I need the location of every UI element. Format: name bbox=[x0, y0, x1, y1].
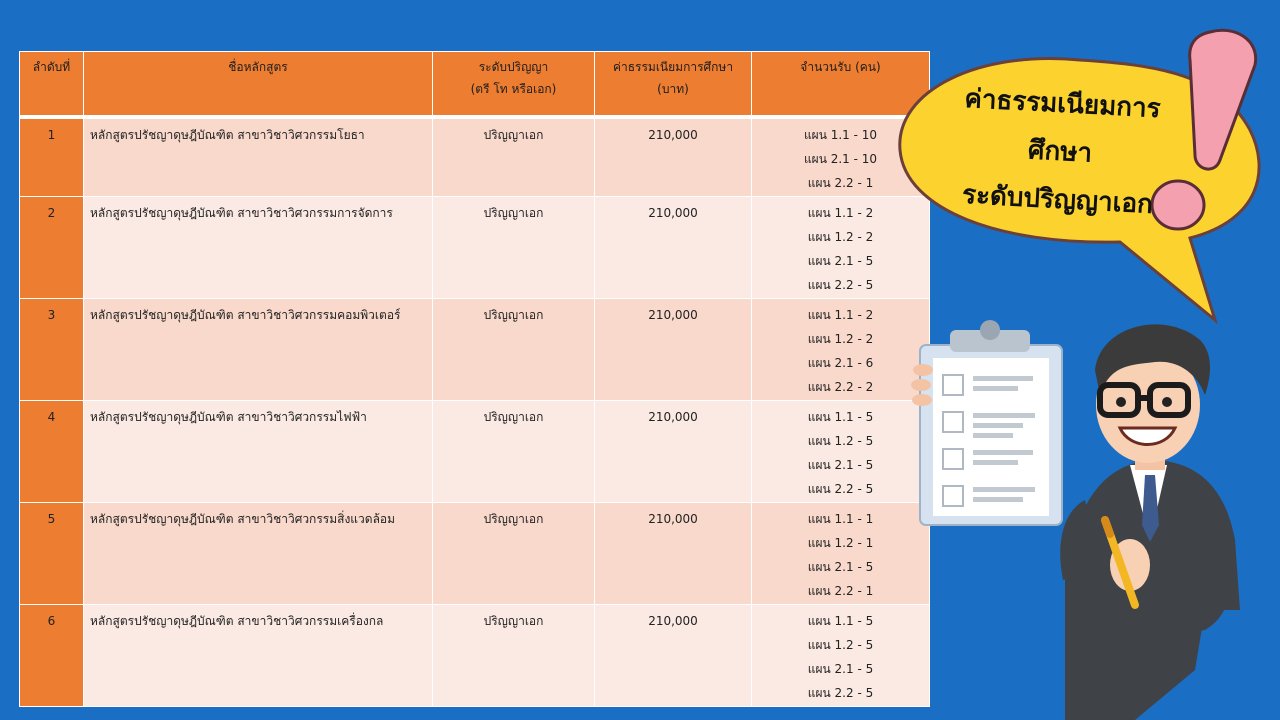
row-number: 3 bbox=[20, 299, 84, 401]
intake-plan-line: แผน 2.1 - 5 bbox=[807, 662, 874, 676]
header-degree-line2: (ตรี โท หรือเอก) bbox=[470, 82, 557, 96]
intake-plan-line: แผน 1.1 - 1 bbox=[807, 512, 874, 526]
intake-plan-line: แผน 1.2 - 2 bbox=[807, 230, 874, 244]
intake-plan-line: แผน 1.2 - 1 bbox=[807, 536, 874, 550]
header-fee bbox=[595, 52, 752, 118]
row-number: 2 bbox=[20, 197, 84, 299]
intake-plan-line: แผน 2.1 - 10 bbox=[803, 152, 878, 166]
degree-level: ปริญญาเอก bbox=[433, 503, 595, 605]
row-number: 6 bbox=[20, 605, 84, 707]
intake-plan-line: แผน 2.2 - 2 bbox=[807, 380, 874, 394]
teacher-illustration bbox=[905, 310, 1250, 720]
degree-level: ปริญญาเอก bbox=[433, 605, 595, 707]
table-row bbox=[20, 299, 930, 401]
tuition-table-container bbox=[19, 51, 929, 707]
intake-plan-line: แผน 1.2 - 5 bbox=[807, 434, 874, 448]
tuition-fee: 210,000 bbox=[595, 503, 752, 605]
table-header-row bbox=[20, 52, 930, 118]
intake-plan-line: แผน 2.1 - 5 bbox=[807, 254, 874, 268]
table-row bbox=[20, 197, 930, 299]
header-fee-line2: (บาท) bbox=[657, 82, 689, 96]
intake-plan-line: แผน 1.2 - 2 bbox=[807, 332, 874, 346]
intake-plans bbox=[752, 401, 930, 503]
intake-plan-line: แผน 2.2 - 5 bbox=[807, 686, 874, 700]
header-program: ชื่อหลักสูตร bbox=[84, 52, 433, 118]
program-name: หลักสูตรปรัชญาดุษฎีบัณฑิต สาขาวิชาวิศวกรรมเครื่องกล bbox=[84, 605, 433, 707]
degree-level: ปริญญาเอก bbox=[433, 401, 595, 503]
face bbox=[1095, 324, 1210, 470]
table-row bbox=[20, 605, 930, 707]
clipboard-icon bbox=[911, 320, 1062, 525]
degree-level: ปริญญาเอก bbox=[433, 197, 595, 299]
header-order: ลำดับที่ bbox=[20, 52, 84, 118]
intake-plan-line: แผน 2.2 - 1 bbox=[807, 584, 874, 598]
intake-plans bbox=[752, 503, 930, 605]
intake-plan-line: แผน 1.1 - 5 bbox=[807, 410, 874, 424]
intake-plan-line: แผน 1.1 - 2 bbox=[807, 206, 874, 220]
header-degree-line1: ระดับปริญญา bbox=[478, 60, 549, 74]
program-name: หลักสูตรปรัชญาดุษฎีบัณฑิต สาขาวิชาวิศวกรรมการจัดการ bbox=[84, 197, 433, 299]
row-number: 5 bbox=[20, 503, 84, 605]
intake-plan-line: แผน 1.1 - 5 bbox=[807, 614, 874, 628]
degree-level: ปริญญาเอก bbox=[433, 299, 595, 401]
program-name: หลักสูตรปรัชญาดุษฎีบัณฑิต สาขาวิชาวิศวกรรมโยธา bbox=[84, 117, 433, 197]
program-name: หลักสูตรปรัชญาดุษฎีบัณฑิต สาขาวิชาวิศวกรรมสิ่งแวดล้อม bbox=[84, 503, 433, 605]
program-name: หลักสูตรปรัชญาดุษฎีบัณฑิต สาขาวิชาวิศวกรรมคอมพิวเตอร์ bbox=[84, 299, 433, 401]
tuition-fee: 210,000 bbox=[595, 605, 752, 707]
intake-plan-line: แผน 1.2 - 5 bbox=[807, 638, 874, 652]
tuition-table bbox=[19, 51, 930, 707]
program-name: หลักสูตรปรัชญาดุษฎีบัณฑิต สาขาวิชาวิศวกรรมไฟฟ้า bbox=[84, 401, 433, 503]
degree-level: ปริญญาเอก bbox=[433, 117, 595, 197]
table-row bbox=[20, 503, 930, 605]
intake-plan-line: แผน 2.2 - 5 bbox=[807, 482, 874, 496]
tuition-fee: 210,000 bbox=[595, 299, 752, 401]
intake-plan-line: แผน 1.1 - 2 bbox=[807, 308, 874, 322]
row-number: 1 bbox=[20, 117, 84, 197]
header-fee-line1: ค่าธรรมเนียมการศึกษา bbox=[612, 60, 734, 74]
header-degree bbox=[433, 52, 595, 118]
bubble-title-line2: ระดับปริญญาเอก bbox=[961, 179, 1154, 220]
intake-plan-line: แผน 2.2 - 1 bbox=[807, 176, 874, 190]
tuition-fee: 210,000 bbox=[595, 117, 752, 197]
intake-plan-line: แผน 1.1 - 10 bbox=[803, 128, 878, 142]
bubble-title bbox=[926, 73, 1193, 230]
row-number: 4 bbox=[20, 401, 84, 503]
intake-plan-line: แผน 2.1 - 6 bbox=[807, 356, 874, 370]
table-row bbox=[20, 401, 930, 503]
intake-plan-line: แผน 2.1 - 5 bbox=[807, 560, 874, 574]
intake-plan-line: แผน 2.1 - 5 bbox=[807, 458, 874, 472]
header-intake: จำนวนรับ (คน) bbox=[752, 52, 930, 118]
tuition-fee: 210,000 bbox=[595, 401, 752, 503]
tuition-fee: 210,000 bbox=[595, 197, 752, 299]
intake-plans bbox=[752, 605, 930, 707]
intake-plan-line: แผน 2.2 - 5 bbox=[807, 278, 874, 292]
table-row bbox=[20, 117, 930, 197]
bubble-title-line1: ค่าธรรมเนียมการศึกษา bbox=[963, 83, 1162, 169]
